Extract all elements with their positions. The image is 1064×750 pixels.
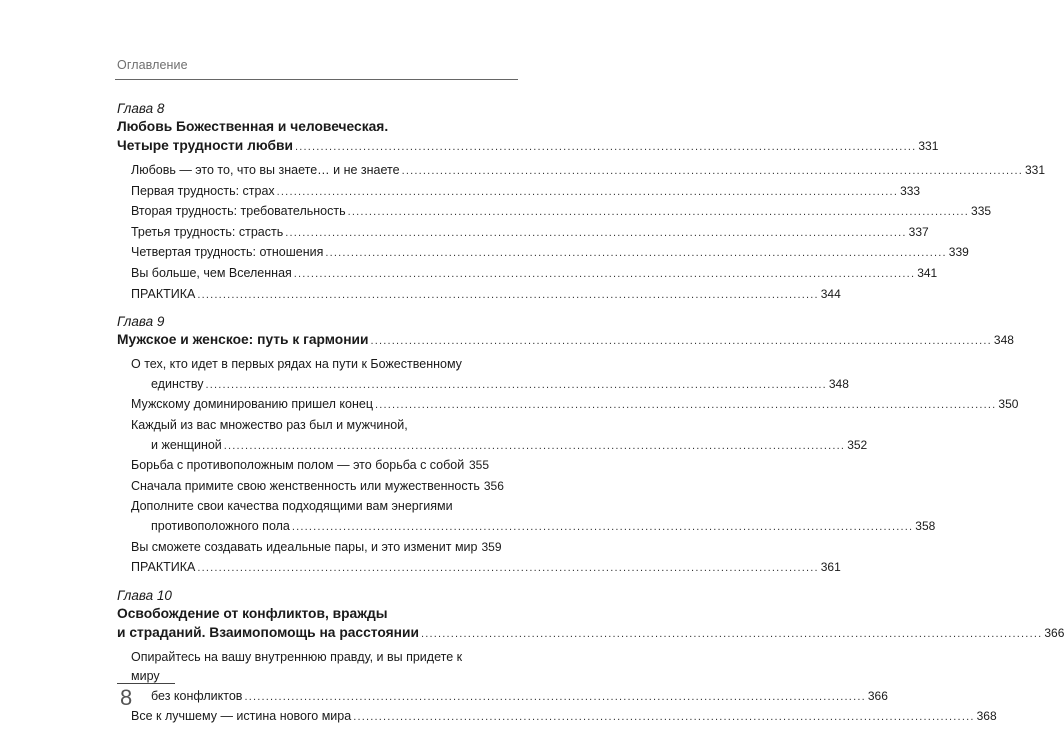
- dot-leader: ..................................................................................................................................................: [347, 206, 970, 219]
- page-ref: 368: [976, 709, 997, 724]
- entry-title-text: Сначала примите свою женственность или мужественность: [131, 478, 480, 493]
- page-ref: 344: [820, 286, 841, 301]
- toc-entry: [131, 538, 502, 559]
- entry-row: [131, 243, 969, 264]
- chapter-label: Глава 9: [117, 314, 165, 330]
- page-ref: 333: [900, 183, 921, 198]
- page-ref: 337: [908, 224, 929, 239]
- page-ref: 331: [918, 139, 939, 153]
- entry-title-text: Мужскому доминированию пришел конец: [131, 397, 373, 412]
- chapter-title-line: Освобождение от конфликтов, вражды: [117, 605, 388, 621]
- entry-title-text: Вторая трудность: требовательность: [131, 204, 346, 219]
- chapter-section: [117, 587, 1064, 728]
- entry-title-text: Четыре трудности любви: [117, 138, 293, 153]
- chapter-section: [117, 100, 1046, 305]
- page-ref: 339: [948, 245, 969, 260]
- page-ref: 361: [820, 560, 841, 575]
- entry-row: [131, 223, 929, 244]
- page-ref: 366: [867, 688, 888, 703]
- entry-list: [117, 648, 997, 728]
- dot-leader: ..................................................................................................................................................: [285, 226, 907, 239]
- entry-title-text: Первая трудность: страх: [131, 183, 275, 198]
- entry-list: [117, 355, 1019, 579]
- toc-entry: [131, 223, 929, 244]
- dot-leader: ..................................................................................................................................................: [370, 335, 992, 348]
- chapter-title-row: [117, 623, 1064, 644]
- entry-row: [131, 558, 841, 579]
- dot-leader: ..................................................................................................................................................: [401, 165, 1023, 177]
- entry-line: Каждый из вас множество раз был и мужчиной,: [131, 417, 408, 432]
- entry-line: Опирайтесь на вашу внутреннюю правду, и вы придете к миру: [131, 649, 463, 684]
- entry-list: [117, 161, 1046, 305]
- entry-row: [131, 477, 504, 498]
- dot-leader: ..................................................................................................................................................: [223, 439, 846, 452]
- chapter-title-row: [117, 136, 939, 157]
- header-rule: [115, 79, 518, 80]
- entry-row: [131, 202, 992, 223]
- page-ref: 350: [998, 397, 1019, 412]
- entry-title-text: Борьба с противоположным полом — это борьба с собой: [131, 458, 465, 473]
- toc-entry: [131, 182, 921, 203]
- dot-leader: ..................................................................................................................................................: [244, 690, 866, 703]
- dot-leader: ..................................................................................................................................................: [293, 267, 916, 280]
- chapter-label: Глава 10: [117, 587, 172, 603]
- entry-row: [131, 707, 997, 728]
- page-ref: 358: [915, 518, 936, 533]
- page-ref: 366: [1044, 625, 1064, 640]
- entry-title-text: противоположного пола: [151, 518, 290, 533]
- entry-title-text: Вы сможете создавать идеальные пары, и это изменит мир: [131, 539, 478, 554]
- running-header: Оглавление: [117, 58, 188, 72]
- chapter-title-line: Любовь Божественная и человеческая.: [117, 119, 389, 134]
- page-ref: 359: [481, 539, 502, 554]
- toc-entry: [131, 285, 841, 306]
- entry-title-text: ПРАКТИКА: [131, 560, 196, 575]
- entry-title-text: и страданий. Взаимопомощь на расстоянии: [117, 624, 419, 640]
- entry-row: [131, 436, 868, 457]
- page-ref: 331: [1025, 163, 1046, 177]
- toc-entry: [131, 395, 1019, 416]
- chapter-title-row: [117, 330, 1014, 351]
- toc-entry: [131, 707, 997, 728]
- page-ref: 348: [828, 376, 849, 391]
- entry-row: [131, 182, 921, 203]
- page-ref: 335: [971, 204, 992, 219]
- toc-entry: [131, 477, 504, 498]
- dot-leader: ..................................................................................................................................................: [205, 378, 827, 391]
- dot-leader: ..................................................................................................................................................: [353, 711, 975, 724]
- entry-line: Дополните свои качества подходящими вам энергиями: [131, 499, 453, 514]
- dot-leader: ..................................................................................................................................................: [325, 247, 947, 260]
- entry-row: [131, 264, 938, 285]
- page-ref: 341: [917, 265, 938, 280]
- dot-leader: [466, 457, 467, 477]
- chapter-label: Глава 8: [117, 101, 165, 116]
- entry-title-text: Любовь — это то, что вы знаете… и не знаете: [131, 163, 400, 177]
- toc-entry: [131, 161, 1046, 182]
- entry-row: [131, 285, 841, 306]
- toc-entry: [131, 497, 936, 537]
- dot-leader: ..................................................................................................................................................: [291, 520, 914, 533]
- entry-title-text: и женщиной: [151, 437, 222, 452]
- dot-leader: ..................................................................................................................................................: [294, 141, 917, 153]
- toc-entry: [131, 202, 992, 223]
- entry-row: [131, 538, 502, 559]
- page-ref: 348: [993, 333, 1014, 348]
- dot-leader: ..................................................................................................................................................: [374, 399, 997, 412]
- entry-title-text: ПРАКТИКА: [131, 286, 196, 301]
- toc-entry: [131, 456, 489, 477]
- entry-row: [131, 456, 489, 477]
- entry-title-text: Четвертая трудность: отношения: [131, 245, 324, 260]
- entry-row: [131, 375, 849, 396]
- dot-leader: ..................................................................................................................................................: [197, 288, 819, 301]
- page-number: 8: [120, 685, 133, 710]
- entry-row: [131, 395, 1019, 416]
- entry-title-text: Все к лучшему — истина нового мира: [131, 709, 352, 724]
- toc-entry: [131, 355, 849, 395]
- toc-entry: [131, 648, 888, 708]
- page-ref: 356: [483, 478, 504, 493]
- page-ref: 352: [847, 437, 868, 452]
- chapter-section: [117, 313, 1019, 579]
- dot-leader: ..................................................................................................................................................: [197, 562, 819, 575]
- entry-title-text: Мужское и женское: путь к гармонии: [117, 332, 369, 348]
- entry-title-text: без конфликтов: [151, 688, 243, 703]
- entry-title-text: единству: [151, 376, 204, 391]
- page-number-rule: [117, 683, 175, 684]
- toc-entry: [131, 264, 938, 285]
- table-of-contents: [117, 100, 1064, 736]
- entry-title-text: Третья трудность: страсть: [131, 224, 284, 239]
- dot-leader: ..................................................................................................................................................: [276, 185, 899, 198]
- entry-row: [131, 161, 1046, 182]
- entry-title-text: Вы больше, чем Вселенная: [131, 265, 292, 280]
- page-ref: 355: [468, 458, 489, 473]
- toc-entry: [131, 558, 841, 579]
- entry-row: [131, 687, 888, 708]
- toc-entry: [131, 243, 969, 264]
- entry-line: О тех, кто идет в первых рядах на пути к Божественному: [131, 357, 462, 372]
- entry-row: [131, 517, 936, 538]
- toc-entry: [131, 416, 868, 456]
- dot-leader: ..................................................................................................................................................: [420, 627, 1043, 640]
